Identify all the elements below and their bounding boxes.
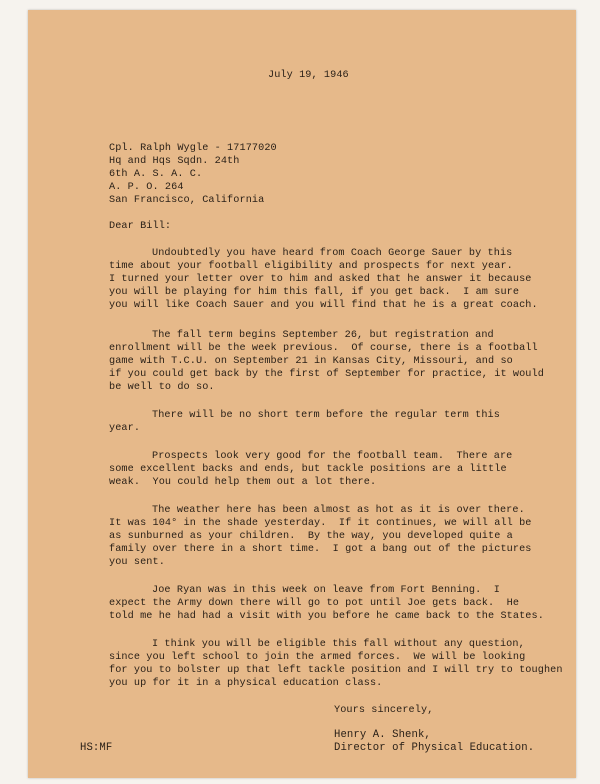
paragraph-line: It was 104° in the shade yesterday. If it continues, we will all be xyxy=(109,518,532,529)
paragraph-line: family over there in a short time. I got a bang out of the pictures xyxy=(109,544,532,555)
paragraph-line: Joe Ryan was in this week on leave from Fort Benning. I xyxy=(152,585,500,596)
paragraph-line: There will be no short term before the regular term this xyxy=(152,410,500,421)
paragraph-line: if you could get back by the first of September for practice, it would xyxy=(109,369,544,380)
paragraph-line: some excellent backs and ends, but tackle positions are a little xyxy=(109,464,507,475)
paragraph-line: year. xyxy=(109,423,141,434)
paragraph-line: you sent. xyxy=(109,557,165,568)
paragraph-line: expect the Army down there will go to pot until Joe gets back. He xyxy=(109,598,520,609)
signer-name: Henry A. Shenk, xyxy=(334,729,431,741)
typist-initials: HS:MF xyxy=(80,742,113,754)
paragraph-line: game with T.C.U. on September 21 in Kansas City, Missouri, and so xyxy=(109,356,513,367)
paragraph-line: The weather here has been almost as hot as it is over there. xyxy=(152,505,525,516)
recipient-line: San Francisco, California xyxy=(109,195,265,206)
paragraph-line: told me he had had a visit with you before he came back to the States. xyxy=(109,611,544,622)
signer-title: Director of Physical Education. xyxy=(334,742,535,754)
paragraph-line: you will like Coach Sauer and you will find that he is a great coach. xyxy=(109,300,538,311)
paragraph-line: you up for it in a physical education class. xyxy=(109,678,383,689)
paragraph-line: I turned your letter over to him and asked that he answer it because xyxy=(109,274,532,285)
recipient-line: A. P. O. 264 xyxy=(109,182,184,193)
paragraph-line: as sunburned as your children. By the way, you developed quite a xyxy=(109,531,513,542)
letter-page xyxy=(28,10,576,778)
paragraph-line: Undoubtedly you have heard from Coach George Sauer by this xyxy=(152,248,513,259)
paragraph-line: The fall term begins September 26, but registration and xyxy=(152,330,494,341)
paragraph-line: you will be playing for him this fall, if you get back. I am sure xyxy=(109,287,520,298)
recipient-line: 6th A. S. A. C. xyxy=(109,169,203,180)
paragraph-line: be well to do so. xyxy=(109,382,215,393)
paragraph-line: for you to bolster up that left tackle position and I will try to toughen xyxy=(109,665,563,676)
recipient-line: Cpl. Ralph Wygle - 17177020 xyxy=(109,143,277,154)
paragraph-line: since you left school to join the armed forces. We will be looking xyxy=(109,652,526,663)
paragraph-line: enrollment will be the week previous. Of course, there is a football xyxy=(109,343,538,354)
letter-date: July 19, 1946 xyxy=(268,70,349,81)
paragraph-line: I think you will be eligible this fall without any question, xyxy=(152,639,525,650)
closing: Yours sincerely, xyxy=(334,705,434,716)
paragraph-line: time about your football eligibility and prospects for next year. xyxy=(109,261,513,272)
recipient-line: Hq and Hqs Sqdn. 24th xyxy=(109,156,240,167)
paragraph-line: Prospects look very good for the football team. There are xyxy=(152,451,513,462)
paragraph-line: weak. You could help them out a lot there. xyxy=(109,477,377,488)
salutation: Dear Bill: xyxy=(109,221,172,232)
